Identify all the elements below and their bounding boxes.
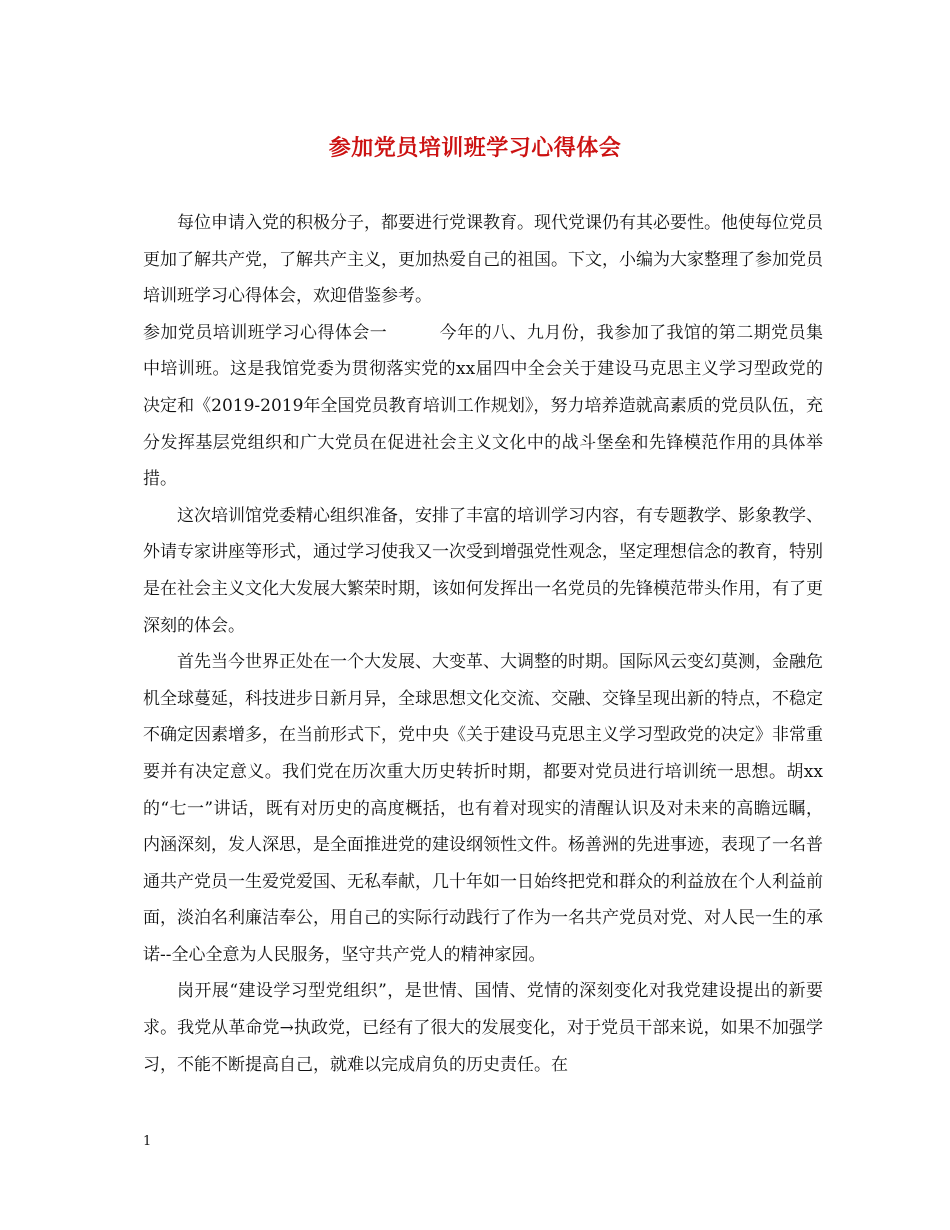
paragraph-section-one xyxy=(143,315,823,498)
paragraph-world-situation: 首先当今世界正处在一个大发展、大变革、大调整的时期。国际风云变幻莫测，金融危机全球蔓延，科技进步日新月异，全球思想文化交流、交融、交锋呈现出新的特点，不稳定不确定因素增多，在当前形式下，党中央《关于建设马克思主义学习型政党的决定》非常重要并有决定意义。我们党在历次重大历史转折时期，都要对党员进行培训统一思想。胡xx的“七一”讲话，既有对历史的高度概括，也有着对现实的清醒认识及对未来的高瞻远瞩，内涵深刻，发人深思，是全面推进党的建设纲领性文件。杨善洲的先进事迹，表现了一名普通共产党员一生爱党爱国、无私奉献，几十年如一日始终把党和群众的利益放在个人利益前面，淡泊名利廉洁奉公，用自己的实际行动践行了作为一名共产党员对党、对人民一生的承诺--全心全意为人民服务，坚守共产党人的精神家园。 xyxy=(143,652,823,965)
paragraph-learning-party: 岗开展“建设学习型党组织”，是世情、国情、党情的深刻变化对我党建设提出的新要求。我党从革命党→执政党，已经有了很大的发展变化，对于党员干部来说，如果不加强学习，不能不断提高自己，就难以完成肩负的历史责任。在 xyxy=(143,981,823,1075)
page-number: 1 xyxy=(143,1134,152,1149)
paragraph-intro: 每位申请入党的积极分子，都要进行党课教育。现代党课仍有其必要性。他使每位党员更加了解共产党，了解共产主义，更加热爱自己的祖国。下文，小编为大家整理了参加党员培训班学习心得体会，欢迎借鉴参考。 xyxy=(143,213,823,307)
section-heading: 参加党员培训班学习心得体会一 xyxy=(143,322,388,343)
page-title: 参加党员培训班学习心得体会 xyxy=(328,135,622,161)
paragraph-training: 这次培训馆党委精心组织准备，安排了丰富的培训学习内容，有专题教学、影象教学、外请专家讲座等形式，通过学习使我又一次受到增强党性观念，坚定理想信念的教育，特别是在社会主义文化大发展大繁荣时期，该如何发挥出一名党员的先锋模范带头作用，有了更深刻的体会。 xyxy=(143,505,823,636)
section-text: 今年的八、九月份，我参加了我馆的第二期党员集中培训班。这是我馆党委为贯彻落实党的xx届四中全会关于建设马克思主义学习型政党的决定和《2019-2019年全国党员教育培训工作规划》，努力培养造就高素质的党员队伍，充分发挥基层党组织和广大党员在促进社会主义文化中的战斗堡垒和先锋模范作用的具体举措。 xyxy=(143,322,824,490)
document-body xyxy=(143,205,823,1083)
